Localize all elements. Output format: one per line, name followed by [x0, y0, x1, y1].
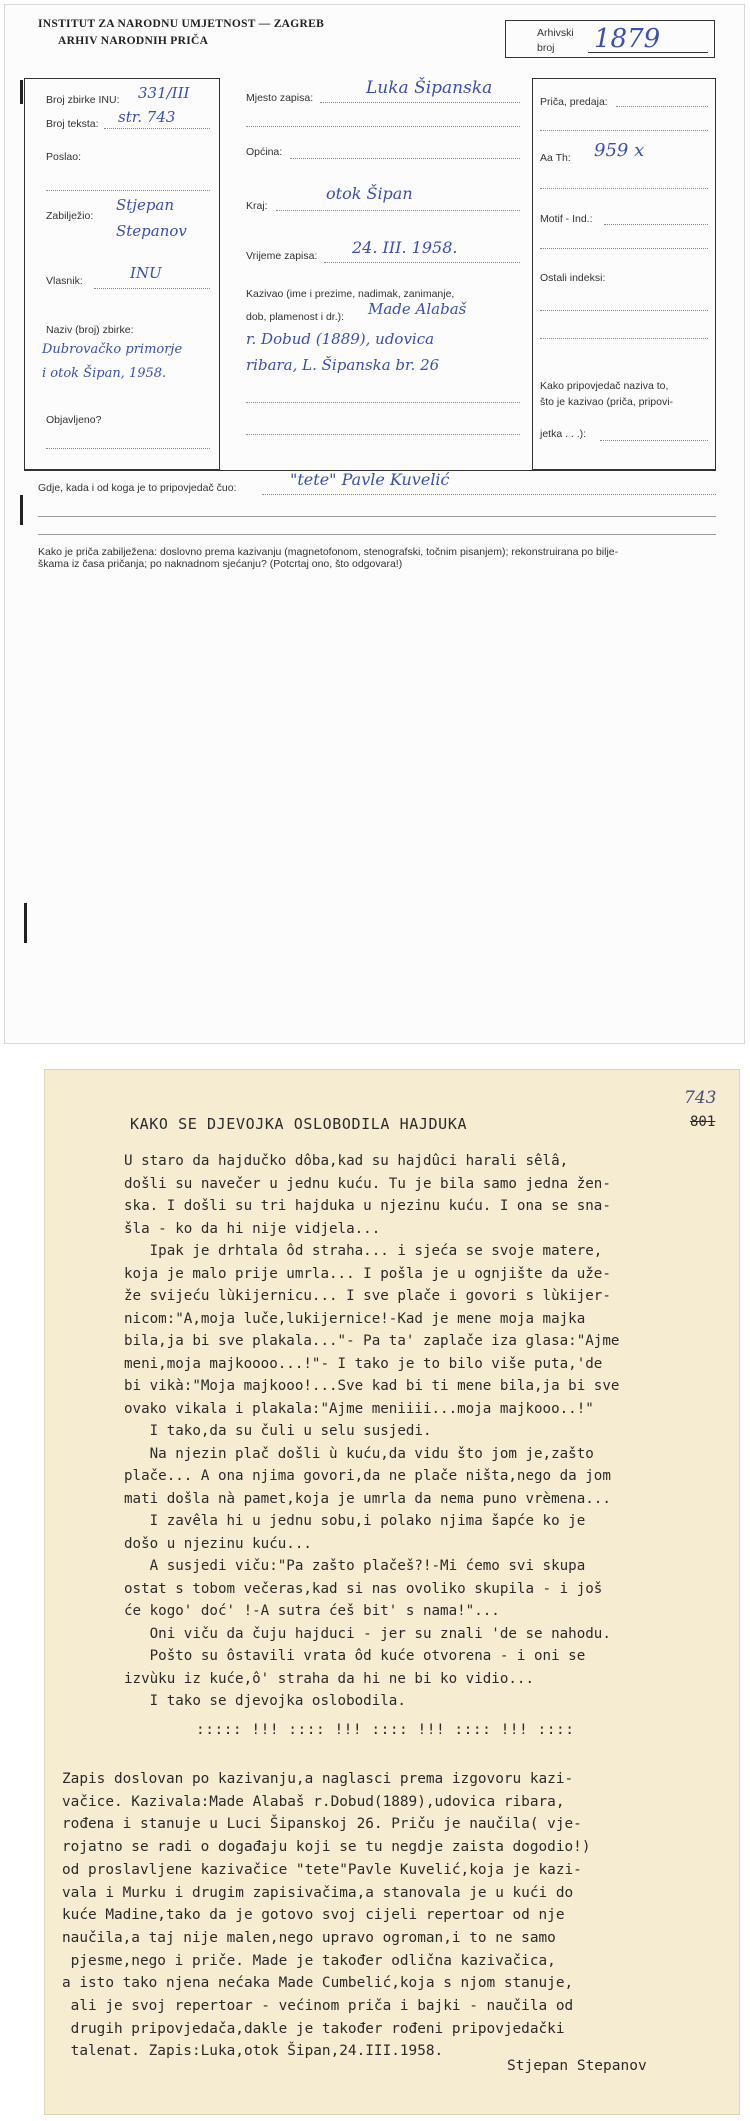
note-line: naučila,a taj nije malen,nego upravo ogroman,i to ne samo [62, 1929, 556, 1946]
note-line: rođena i stanuje u Luci Šipanskoj 26. Priču je naučila( vje- [62, 1816, 582, 1833]
note-line: kuće Madine,tako da je gotovo svoj cijeli repertoar od nje [62, 1907, 565, 1924]
kako-pripovjedac-label-3: jetka . . .): [540, 428, 587, 440]
vrijeme-zapisa-value: 24. III. 1958. [352, 238, 458, 257]
kazivao-label-2: dob, plamenost i dr.): [246, 311, 345, 323]
mjesto-zapisa-value: Luka Šipanska [366, 78, 493, 98]
story-text [124, 1150, 704, 1713]
story-line: že svijeću lùkijernicu... I sve plače i govori s lùkijer- [124, 1288, 611, 1304]
zabiljezio-value-2: Stepanov [116, 222, 187, 240]
note-line: vala i Murku i drugim zapisivačima,a stanovala je u kući do [62, 1884, 574, 1901]
opcina-label: Općina: [246, 146, 283, 158]
kraj-label: Kraj: [246, 200, 268, 212]
gdje-kada-value: "tete" Pavle Kuvelić [290, 470, 450, 489]
story-line: I tako,da su čuli u selu susjedi. [124, 1423, 432, 1439]
ostali-indeksi-label: Ostali indeksi: [540, 272, 606, 284]
note-line: pjesme,nego i priče. Made je također odlična kazivačica, [62, 1952, 556, 1969]
bracket-mark [20, 80, 23, 104]
zabiljezio-value-1: Stjepan [116, 196, 175, 214]
broj-teksta-value: str. 743 [118, 108, 176, 126]
poslao-label: Poslao: [46, 151, 82, 163]
story-line: U staro da hajdučko dôba,kad su hajdûci harali sêlâ, [124, 1153, 569, 1169]
broj-zbirke-value: 331/III [138, 84, 190, 102]
kraj-value: otok Šipan [326, 184, 413, 203]
story-line: Pošto su ôstavili vrata ôd kuće otvorena - i oni se [124, 1648, 586, 1664]
aa-th-label: Aa Th: [540, 152, 571, 164]
story-line: ovako vikala i plakala:"Ajme meniiii...moja majkooo..!" [124, 1400, 594, 1417]
page-number-crossed: 801 [690, 1114, 716, 1130]
objavljeno-label: Objavljeno? [46, 414, 102, 426]
bracket-mark [24, 903, 27, 943]
broj-label: broj [537, 42, 555, 54]
story-line: došo u njezinu kuću... [124, 1535, 312, 1552]
story-line: bi vikà:"Moja majkooo!...Sve kad bi ti mene bila,ja bi sve [124, 1378, 620, 1394]
archive-name: ARHIV NARODNIH PRIČA [58, 35, 209, 47]
note-line: od proslavljene kazivačice "tete"Pavle Kuvelić,koja je kazi- [62, 1861, 582, 1878]
kako-zabiljezena-line-2: škama iz časa pričanja; po naknadnom sjećanju? (Potcrtaj ono, što odgovara!) [38, 558, 403, 570]
arhivski-broj-value: 1879 [594, 24, 661, 54]
kako-pripovjedac-label-1: Kako pripovjedač naziva to, [540, 380, 669, 392]
story-line: mati došla nà pamet,koja je umrla da nema puno vrèmena... [124, 1490, 611, 1507]
note-line: drugih pripovjedača,dakle je također rođeni pripovjedački [62, 2020, 565, 2037]
institute-name: INSTITUT ZA NARODNU UMJETNOST — ZAGREB [38, 18, 325, 30]
story-line: Oni viču da čuju hajduci - jer su znali 'de se nahodu. [124, 1625, 611, 1642]
note-line: a isto tako njena nećaka Made Cumbelić,koja s njom stanuje, [62, 1975, 574, 1992]
naziv-zbirke-value-2: i otok Šipan, 1958. [42, 366, 167, 381]
story-line: će kogo' doć' !-A sutra ćeš bit' s nama!"... [124, 1603, 500, 1619]
kazivao-value-1: Made Alabaš [368, 300, 467, 318]
kako-pripovjedac-label-2: što je kazivao (priča, pripovi- [540, 396, 674, 408]
vrijeme-zapisa-label: Vrijeme zapisa: [246, 250, 318, 262]
bracket-mark [20, 495, 23, 525]
story-line: ska. I došli su tri hajduka u njezinu kuću. I ona se sna- [124, 1198, 611, 1214]
story-line: šla - ko da hi nije vidjela... [124, 1220, 381, 1237]
mjesto-zapisa-label: Mjesto zapisa: [246, 92, 314, 104]
kazivao-label-1: Kazivao (ime i prezime, nadimak, zanimanje, [246, 288, 455, 300]
story-line: došli su navečer u jednu kuću. Tu je bila samo jedna žen- [124, 1175, 611, 1192]
broj-teksta-label: Broj teksta: [46, 118, 99, 130]
gdje-kada-label: Gdje, kada i od koga je to pripovjedač čuo: [38, 482, 237, 494]
signature: Stjepan Stepanov [507, 2058, 647, 2074]
kazivao-value-2: r. Dobud (1889), udovica [246, 330, 435, 348]
story-line: izvùku iz kuće,ô' straha da hi ne bi ko vidio... [124, 1670, 534, 1687]
story-line: plače... A ona njima govori,da ne plače ništa,nego da jom [124, 1468, 611, 1484]
note-line: talenat. Zapis:Luka,otok Šipan,24.III.1958. [62, 2043, 444, 2060]
story-line: meni,moja majkoooo...!"- I tako je to bilo više puta,'de [124, 1355, 603, 1372]
prica-predaja-label: Priča, predaja: [540, 96, 608, 108]
motif-label: Motif - Ind.: [540, 213, 593, 225]
story-title: KAKO SE DJEVOJKA OSLOBODILA HAJDUKA [130, 1115, 468, 1133]
story-line: I zavêla hi u jednu sobu,i polako njima šapće ko je [124, 1513, 586, 1529]
kazivao-value-3: ribara, L. Šipanska br. 26 [246, 356, 440, 374]
kako-zabiljezena-line-1: Kako je priča zabilježena: doslovno prema kazivanju (magnetofonom, stenografski, točnim pisanjem); rekonstruirana po bilje- [38, 546, 619, 558]
collector-note [62, 1768, 732, 2063]
zabiljezio-label: Zabilježio: [46, 210, 94, 222]
vlasnik-value: INU [130, 264, 162, 282]
vlasnik-label: Vlasnik: [46, 275, 83, 287]
story-line: nicom:"A,moja luče,lukijernice!-Kad je mene moja majka [124, 1310, 586, 1327]
left-field-box [24, 78, 220, 470]
story-line: Na njezin plač došli ù kuću,da vidu što jom je,zašto [124, 1445, 594, 1462]
story-line: A susjedi viču:"Pa zašto plačeš?!-Mi ćemo svi skupa [124, 1558, 586, 1574]
naziv-zbirke-label: Naziv (broj) zbirke: [46, 324, 134, 336]
broj-zbirke-label: Broj zbirke INU: [46, 94, 120, 106]
story-line: koja je malo prije umrla... I pošla je u ognjište da uže- [124, 1265, 611, 1282]
arhivski-label: Arhivski [537, 27, 574, 39]
note-line: ali je svoj repertoar - većinom priča i bajki - naučila od [62, 1998, 574, 2015]
naziv-zbirke-value-1: Dubrovačko primorje [42, 342, 183, 357]
note-line: Zapis doslovan po kazivanju,a naglasci prema izgovoru kazi- [62, 1771, 574, 1787]
story-line: bila,ja bi sve plakala..."- Pa ta' zaplače iza glasa:"Ajme [124, 1333, 620, 1349]
story-line: Ipak je drhtala ôd straha... i sjeća se svoje matere, [124, 1243, 603, 1259]
note-line: rojatno se radi o događaju koji se tu negdje zaista dogodio!) [62, 1839, 591, 1856]
page-number-handwritten: 743 [684, 1088, 717, 1108]
story-line: ostat s tobom večeras,kad si nas ovoliko skupila - i još [124, 1580, 603, 1597]
aa-th-value: 959 x [594, 140, 645, 161]
decorative-separator: ::::: !!! :::: !!! :::: !!! :::: !!! :::: [196, 1722, 575, 1738]
note-line: vačice. Kazivala:Made Alabaš r.Dobud(1889),udovica ribara, [62, 1793, 565, 1810]
story-line: I tako se djevojka oslobodila. [124, 1693, 406, 1709]
